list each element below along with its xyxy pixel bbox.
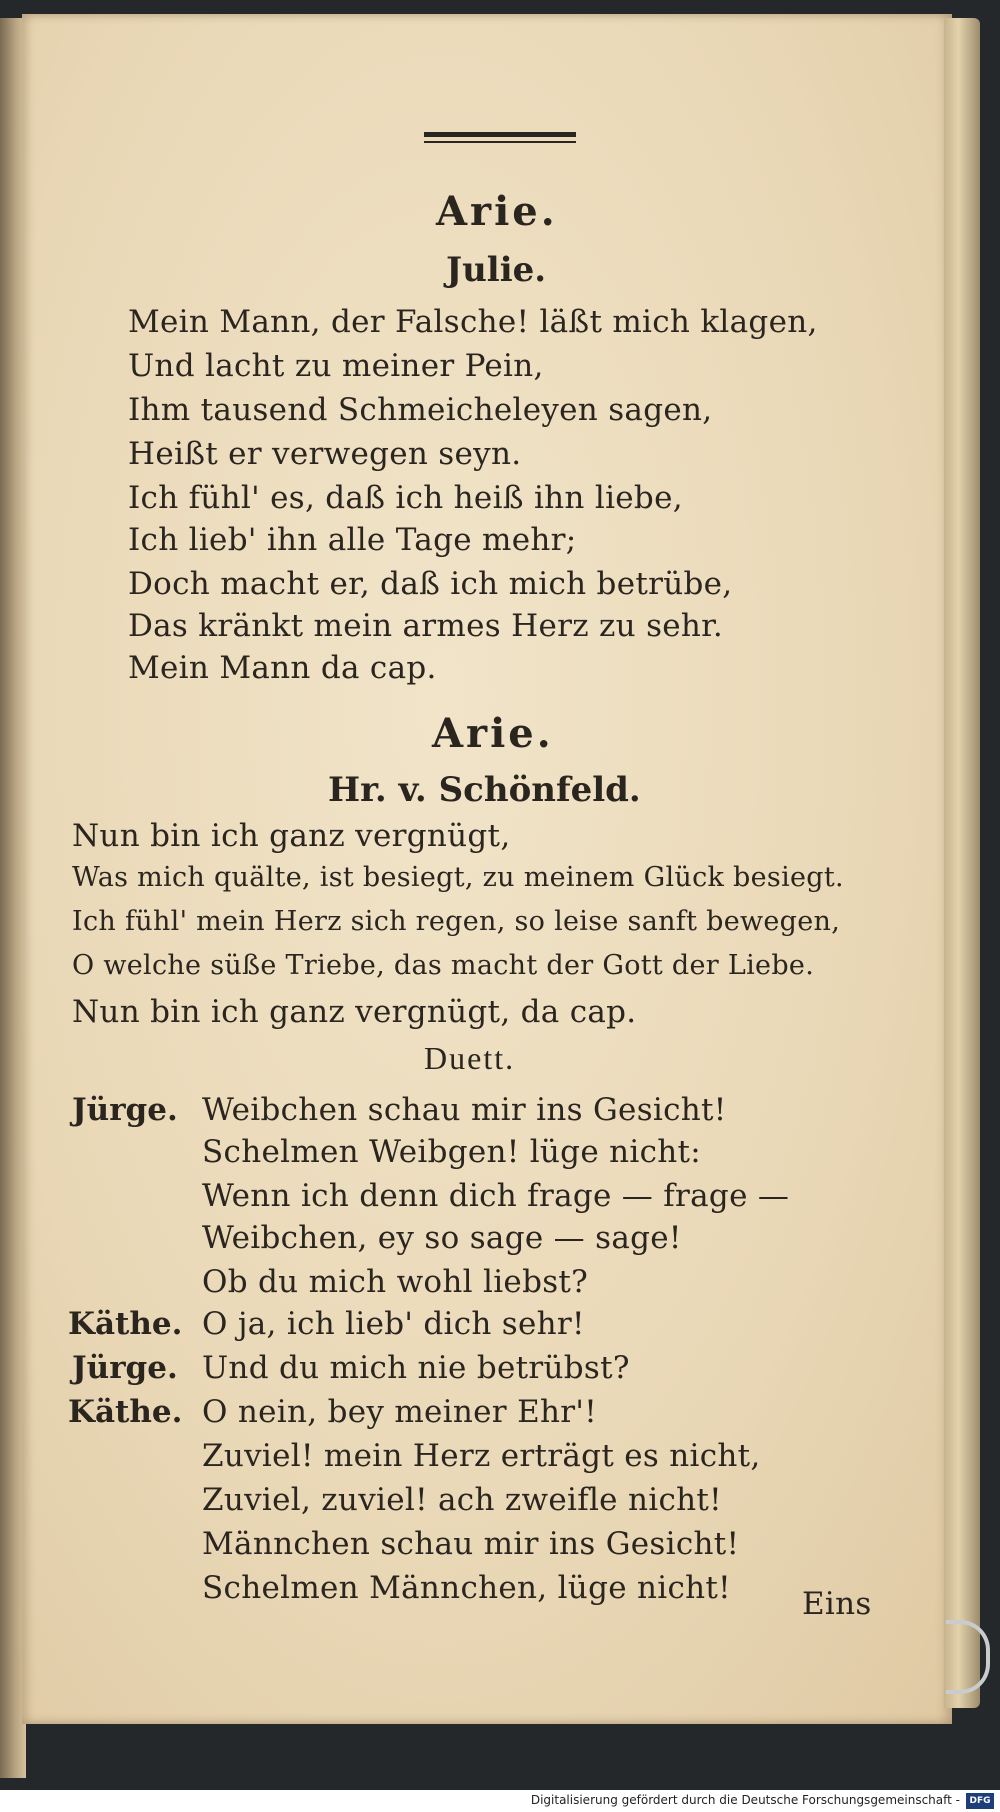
ornamental-rule [424,132,576,143]
verse-line: Nun bin ich ganz vergnügt, [72,818,511,854]
duett-line: Männchen schau mir ins Gesicht! [202,1526,740,1562]
footer-credit: Digitalisierung gefördert durch die Deutsche Forschungsgemeinschaft - [530,1793,960,1807]
duett-line: Weibchen, ey so sage — sage! [202,1220,682,1256]
role-label: Jürge. [72,1092,178,1128]
verse-line: Was mich quälte, ist besiegt, zu meinem Glück besiegt. [72,862,844,893]
verse-line: Das kränkt mein armes Herz zu sehr. [128,608,724,644]
duett-line: Ob du mich wohl liebst? [202,1264,589,1300]
verse-line: Mein Mann da cap. [128,650,437,686]
verse-line: Ihm tausend Schmeicheleyen sagen, [128,392,713,428]
duett-line: Schelmen Männchen, lüge nicht! [202,1570,731,1606]
verse-line: Und lacht zu meiner Pein, [128,348,544,384]
verse-line: Doch macht er, daß ich mich betrübe, [128,566,733,602]
verse-line: O welche süße Triebe, das macht der Gott der Liebe. [72,950,815,981]
speaker-name-2: Hr. v. Schönfeld. [328,770,641,810]
dfg-logo-icon: DFG [966,1793,994,1809]
role-label: Jürge. [72,1350,178,1386]
book-cover-board [944,18,980,1708]
verse-line: Ich fühl' es, daß ich heiß ihn liebe, [128,480,683,516]
section-heading-1: Arie. [436,188,558,235]
speaker-name-1: Julie. [446,250,547,290]
duett-line: Und du mich nie betrübst? [202,1350,630,1386]
duett-line: Weibchen schau mir ins Gesicht! [202,1092,727,1128]
verse-line: Ich lieb' ihn alle Tage mehr; [128,522,577,558]
duett-line: Schelmen Weibgen! lüge nicht: [202,1134,702,1170]
verse-line: Mein Mann, der Falsche! läßt mich klagen, [128,304,818,340]
duett-line: O ja, ich lieb' dich sehr! [202,1306,585,1342]
digitization-footer [0,1790,1000,1812]
role-label: Käthe. [68,1394,183,1430]
verse-line: Nun bin ich ganz vergnügt, da cap. [72,994,637,1030]
duett-line: Zuviel! mein Herz erträgt es nicht, [202,1438,761,1474]
duett-line: Wenn ich denn dich frage — frage — [202,1178,790,1214]
duett-line: Zuviel, zuviel! ach zweifle nicht! [202,1482,722,1518]
verse-line: Heißt er verwegen seyn. [128,436,522,472]
verse-line: Ich fühl' mein Herz sich regen, so leise sanft bewegen, [72,906,841,937]
role-label: Käthe. [68,1306,183,1342]
catchword: Eins [802,1586,872,1622]
duett-line: O nein, bey meiner Ehr'! [202,1394,597,1430]
section-heading-2: Arie. [432,710,554,757]
duett-heading: Duett. [424,1040,516,1076]
page-clip [946,1620,990,1694]
